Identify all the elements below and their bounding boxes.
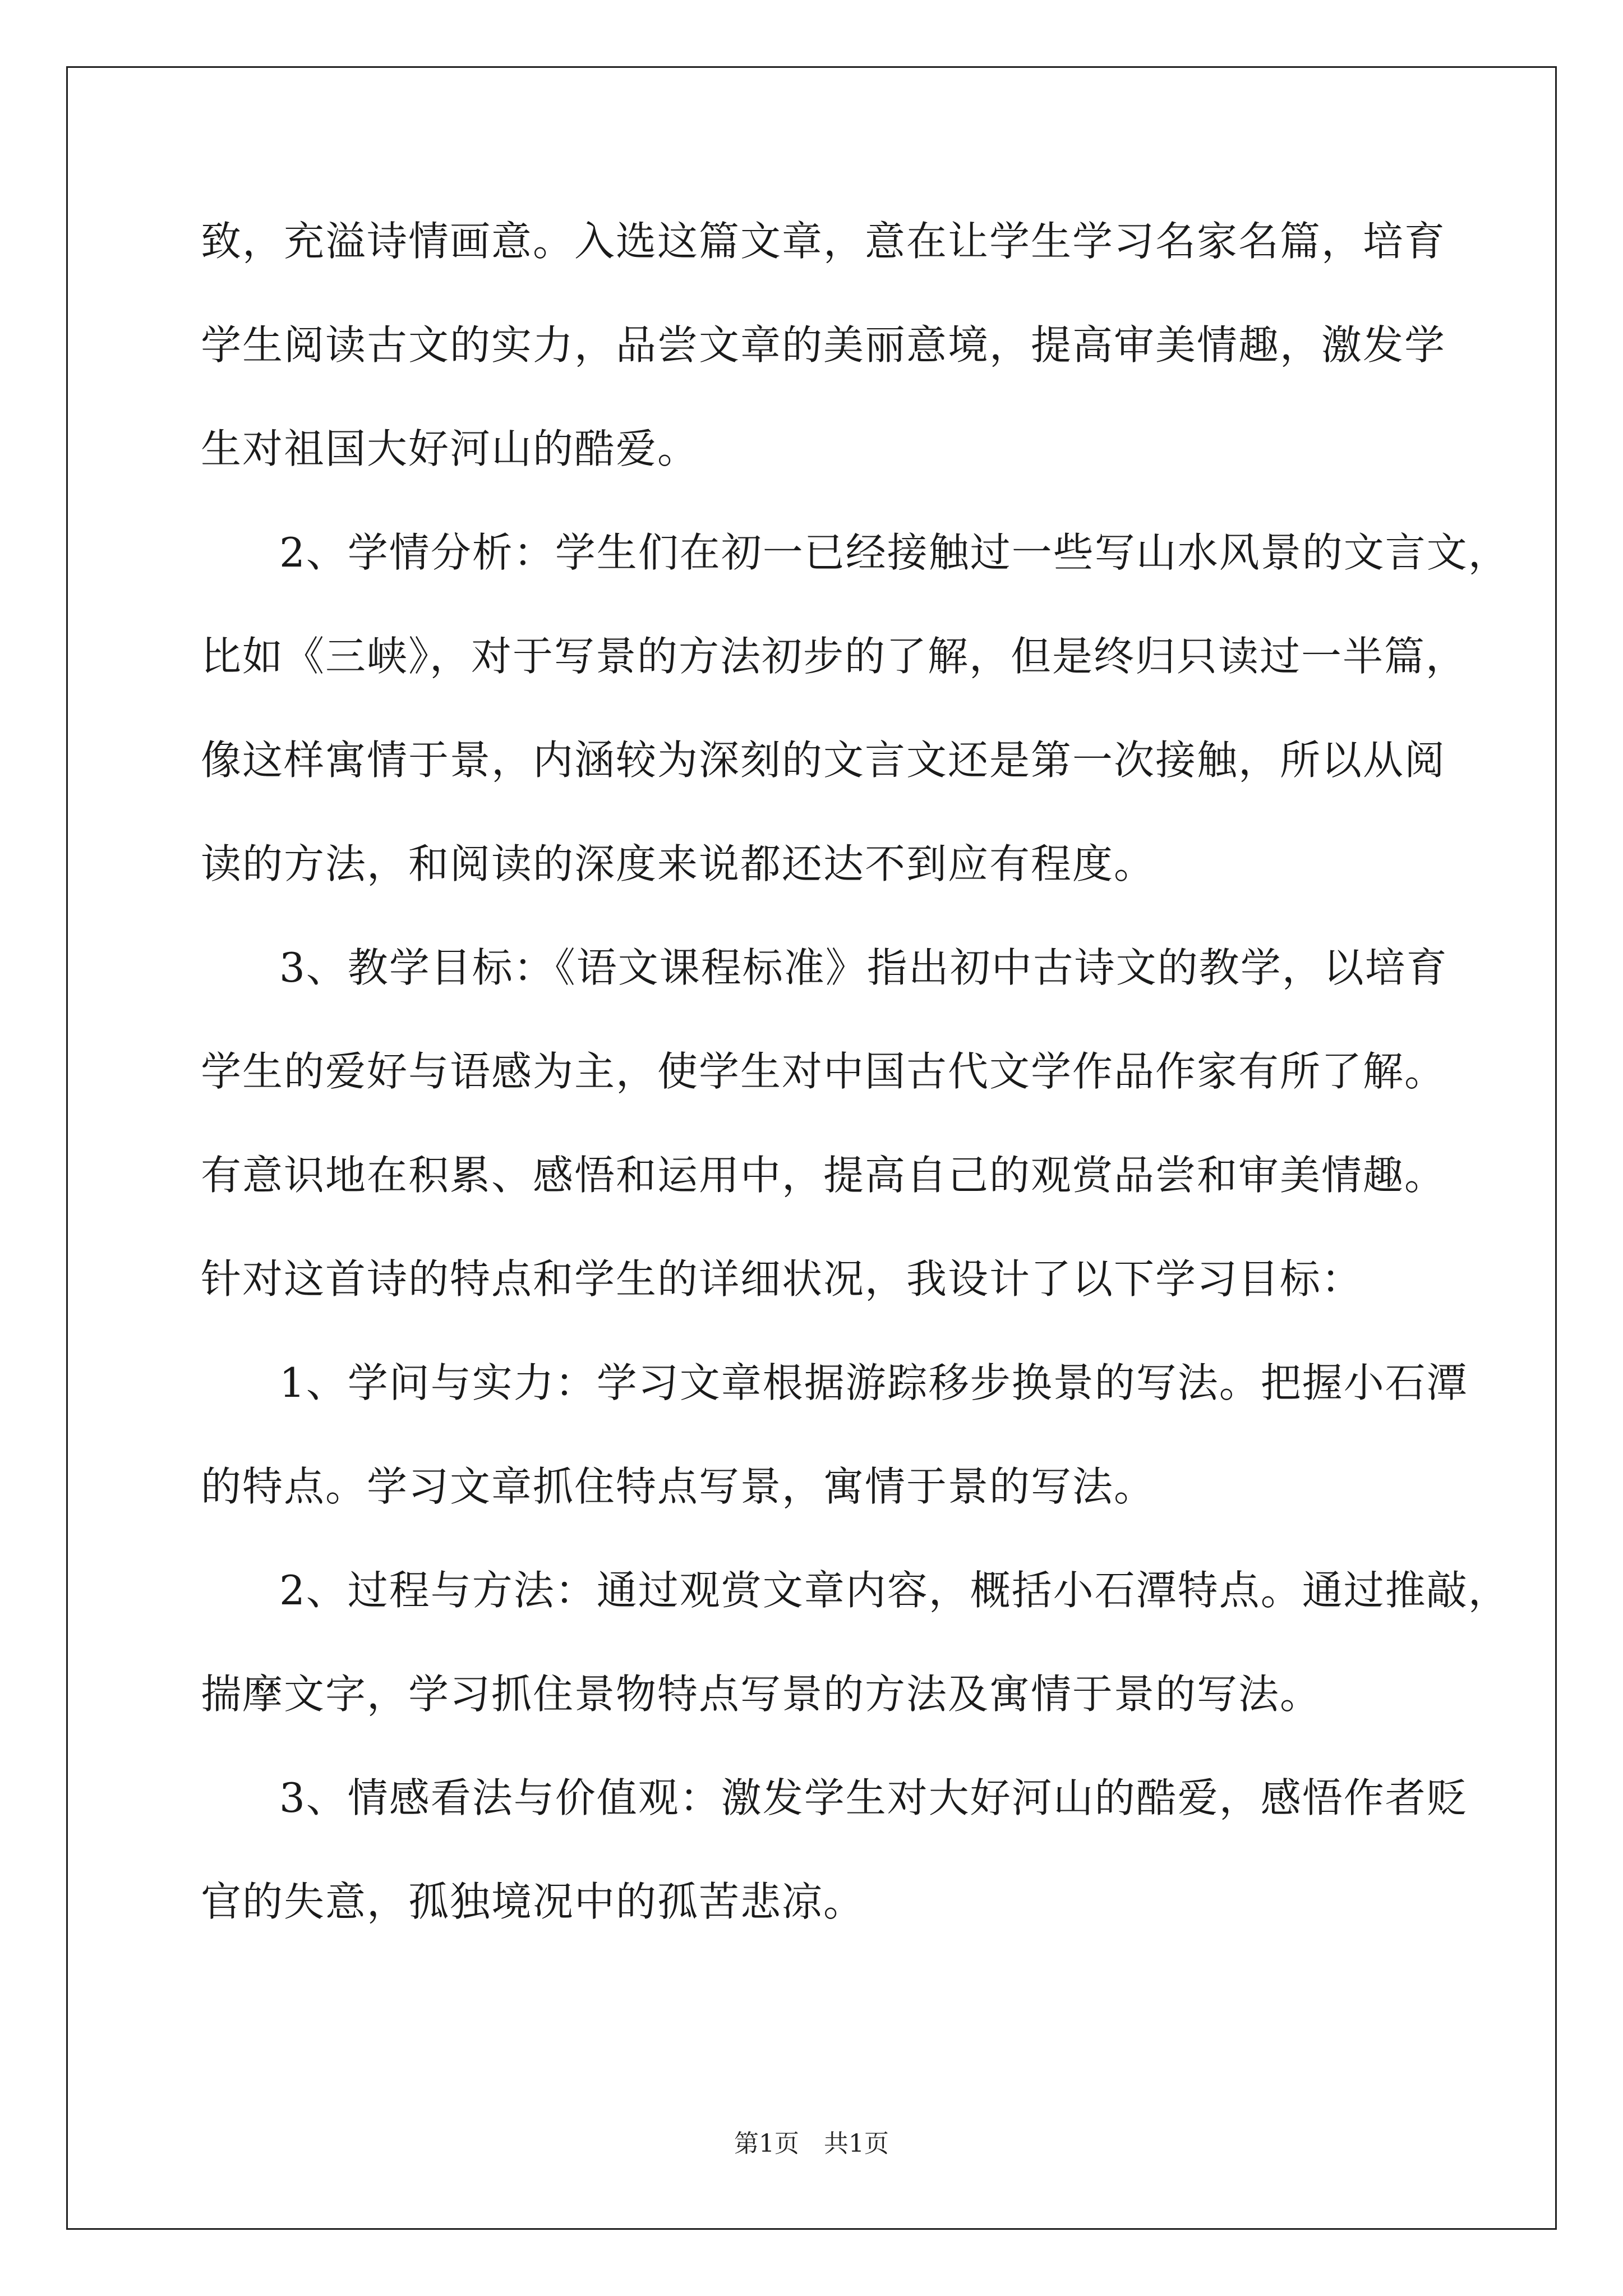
paragraph-start-line: 2、过程与方法：通过观赏文章内容，概括小石潭特点。通过推敲， — [279, 1567, 1510, 1614]
text-line: 学生的爱好与语感为主，使学生对中国古代文学作品作家有所了解。 — [201, 1048, 1446, 1095]
text-line: 的特点。学习文章抓住特点写景，寓情于景的写法。 — [201, 1463, 1156, 1510]
document-body — [201, 210, 1510, 1975]
text-line: 像这样寓情于景，内涵较为深刻的文言文还是第一次接触，所以从阅 — [201, 737, 1446, 784]
page-footer — [0, 2127, 1623, 2161]
page-number-label: 第1页 共1页 — [734, 2129, 889, 2158]
text-line: 有意识地在积累、感悟和运用中，提高自己的观赏品尝和审美情趣。 — [201, 1152, 1446, 1199]
text-line: 针对这首诗的特点和学生的详细状况，我设计了以下学习目标： — [201, 1255, 1363, 1303]
paragraph-start-line: 2、学情分析：学生们在初一已经接触过一些写山水风景的文言文， — [279, 529, 1510, 576]
paragraph-start-line: 3、情感看法与价值观：激发学生对大好河山的酷爱，感悟作者贬 — [279, 1774, 1468, 1821]
text-line: 官的失意，孤独境况中的孤苦悲凉。 — [201, 1878, 865, 1925]
paragraph-start-line: 3、教学目标：《语文课程标准》指出初中古诗文的教学，以培育 — [279, 944, 1448, 991]
paragraph-start-line: 1、学问与实力：学习文章根据游踪移步换景的写法。把握小石潭 — [279, 1359, 1468, 1406]
text-line: 学生阅读古文的实力，品尝文章的美丽意境，提高审美情趣，激发学 — [201, 321, 1446, 369]
text-line: 致，充溢诗情画意。入选这篇文章，意在让学生学习名家名篇，培育 — [201, 218, 1446, 265]
text-line: 生对祖国大好河山的酷爱。 — [201, 425, 699, 472]
text-line: 读的方法，和阅读的深度来说都还达不到应有程度。 — [201, 840, 1156, 887]
text-line: 揣摩文字，学习抓住景物特点写景的方法及寓情于景的写法。 — [201, 1671, 1322, 1718]
text-line: 比如《三峡》，对于写景的方法初步的了解，但是终归只读过一半篇， — [201, 633, 1468, 680]
